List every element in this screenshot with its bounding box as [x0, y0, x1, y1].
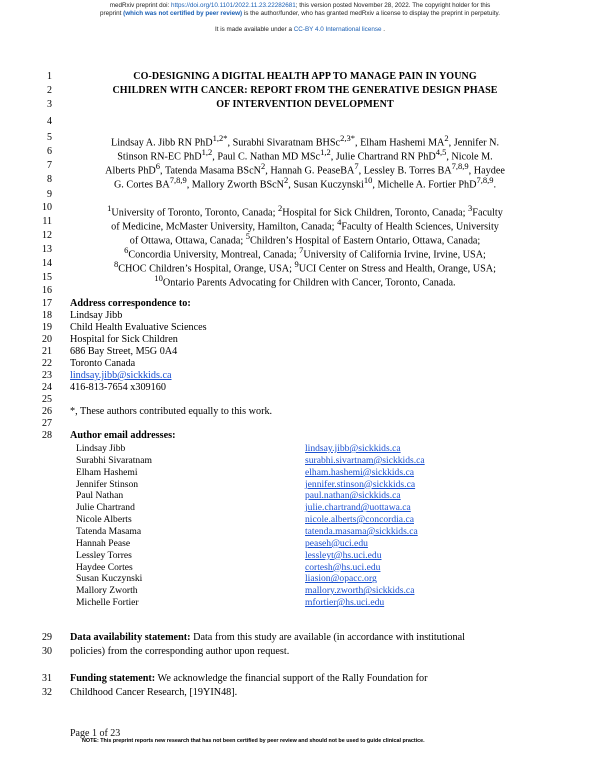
author-email-link[interactable]: cortesh@hs.uci.edu	[305, 561, 381, 573]
affiliation-line-4: $^6$Concordia University, Montreal, Canada; $^7$University of California Irvine, Irvine, USA;	[124, 245, 486, 261]
line-number: 28	[42, 430, 52, 441]
author-email-link[interactable]: tatenda.masama@sickkids.ca	[305, 525, 418, 537]
license-link[interactable]: CC-BY 4.0 International license	[293, 26, 382, 33]
line-number: 27	[42, 418, 52, 429]
banner-text: is the author/funder, who has granted medRxiv a license to display the preprint in perpetuity.	[242, 9, 500, 17]
peer-review-note: (which was not certified by peer review)	[123, 9, 243, 17]
author-email-link[interactable]: paul.nathan@sickkids.ca	[305, 490, 401, 502]
doi-link[interactable]: https://doi.org/10.1101/2022.11.23.22282681	[170, 2, 296, 9]
line-number: 3	[47, 99, 52, 110]
funding-label: Funding statement:	[70, 673, 156, 684]
correspondence-hospital: Hospital for Sick Children	[70, 334, 178, 345]
banner-text: It is made available under a	[214, 26, 294, 33]
affiliation-line-1: $^1$University of Toronto, Toronto, Canada; $^2$Hospital for Sick Children, Toronto, Canada; $^3$Faculty	[107, 203, 503, 219]
preprint-footer-note: NOTE: This preprint reports new research that has not been certified by peer review and should not be used to guide clinical practice.	[82, 738, 425, 744]
funding-line-2: Childhood Cancer Research, [19YIN48].	[70, 687, 238, 698]
line-number: 30	[42, 646, 52, 657]
authors-line-4: G. Cortes BA$^{7,8,9}$, Mallory Zworth BScN$^2$, Susan Kuczynski$^{10}$, Michelle A. Fortier PhD$^{7,8,9}$.	[113, 175, 497, 191]
correspondence-city: Toronto Canada	[70, 358, 136, 369]
correspondence-name: Lindsay Jibb	[70, 310, 123, 321]
affiliation-line-6: $^{10}$Ontario Parents Advocating for Children with Cancer, Toronto, Canada.	[154, 273, 456, 289]
line-number: 11	[42, 216, 52, 227]
line-number: 4	[47, 116, 52, 127]
preprint-banner-line2	[0, 10, 600, 18]
data-availability-line-2: policies) from the corresponding author upon request.	[70, 646, 290, 657]
correspondence-email-link[interactable]: lindsay.jibb@sickkids.ca	[70, 370, 172, 381]
affiliation-line-2: of Medicine, McMaster University, Hamilton, Canada; $^4$Faculty of Health Sciences, University	[111, 217, 499, 233]
line-number: 15	[42, 272, 52, 283]
correspondence-phone: 416-813-7654 x309160	[70, 382, 166, 393]
data-availability-line-1	[70, 632, 465, 644]
author-name: Elham Hashemi	[76, 466, 138, 478]
author-email-link[interactable]: peaseh@uci.edu	[305, 537, 368, 549]
funding-text: We acknowledge the financial support of the Rally Foundation for	[155, 673, 428, 684]
title-line-3: OF INTERVENTION DEVELOPMENT	[216, 99, 394, 110]
line-number: 13	[42, 244, 52, 255]
author-email-link[interactable]: jennifer.stinson@sickkids.ca	[305, 478, 416, 490]
author-name: Susan Kuczynski	[76, 573, 143, 585]
author-email-link[interactable]: elham.hashemi@sickkids.ca	[305, 466, 415, 478]
authors-line-1: Lindsay A. Jibb RN PhD$^{1,2*}$, Surabhi Sivaratnam BHSc$^{2,3*}$, Elham Hashemi $MA^2$, Jennifer N.	[110, 133, 499, 149]
author-name: Hannah Pease	[76, 537, 131, 549]
author-email-link[interactable]: liasion@opacc.org	[305, 573, 377, 585]
line-number: 32	[42, 687, 52, 698]
author-email-link[interactable]: nicole.alberts@concordia.ca	[305, 514, 414, 526]
authors-line-3: Alberts PhD$^6$, Tatenda Masama BScN$^2$, Hannah G. PeaseBA$^7$, Lessley B. Torres BA$^{7,8,9}$, Haydee	[105, 161, 505, 177]
line-number: 29	[42, 632, 52, 643]
line-number: 20	[42, 334, 52, 345]
author-name: Paul Nathan	[76, 490, 124, 502]
page-number: Page 1 of 23	[70, 728, 121, 739]
license-banner	[0, 26, 600, 34]
author-name: Mallory Zworth	[76, 585, 138, 597]
author-emails-heading: Author email addresses:	[70, 430, 176, 441]
line-number: 8	[47, 174, 52, 185]
author-name: Michelle Fortier	[76, 597, 139, 609]
line-number: 21	[42, 346, 52, 357]
banner-text: preprint	[100, 9, 124, 17]
author-name: Jennifer Stinson	[76, 478, 139, 490]
line-number: 22	[42, 358, 52, 369]
author-email-link[interactable]: lindsay.jibb@sickkids.ca	[305, 443, 401, 454]
author-name: Julie Chartrand	[76, 502, 135, 514]
line-number: 26	[42, 406, 52, 417]
title-line-1: CO-DESIGNING A DIGITAL HEALTH APP TO MANAGE PAIN IN YOUNG	[133, 71, 477, 82]
line-number: 9	[47, 189, 52, 200]
line-number: 5	[47, 132, 52, 143]
data-availability-label: Data availability statement:	[70, 632, 191, 643]
authors-line-2: Stinson RN-EC PhD$^{1,2}$, Paul C. Nathan MD MSc$^{1,2}$, Julie Chartrand RN PhD$^{4,5}$, Nicole M.	[117, 147, 493, 163]
line-number: 23	[42, 370, 52, 381]
author-name: Haydee Cortes	[76, 561, 133, 573]
correspondence-street: 686 Bay Street, M5G 0A4	[70, 346, 178, 357]
line-number: 6	[47, 146, 52, 157]
data-availability-text: Data from this study are available (in accordance with institutional	[190, 632, 465, 643]
author-name: Nicole Alberts	[76, 514, 132, 526]
author-email-link[interactable]: mallory.zworth@sickkids.ca	[305, 585, 415, 597]
line-number: 25	[42, 394, 52, 405]
line-number: 17	[42, 298, 52, 309]
banner-text: medRxiv preprint doi:	[109, 2, 171, 9]
title-line-2: CHILDREN WITH CANCER: REPORT FROM THE GENERATIVE DESIGN PHASE	[112, 85, 498, 96]
author-name: Lessley Torres	[76, 549, 132, 561]
line-number: 10	[42, 202, 52, 213]
line-number: 24	[42, 382, 52, 393]
correspondence-heading: Address correspondence to:	[70, 298, 191, 309]
line-number: 31	[42, 673, 52, 684]
affiliation-line-3: of Ottawa, Ottawa, Canada; $^5$Children’s Hospital of Eastern Ontario, Ottawa, Canada;	[129, 231, 481, 247]
affiliation-line-5: $^8$CHOC Children’s Hospital, Orange, USA; $^9$UCI Center on Stress and Health, Orange, USA;	[113, 259, 496, 275]
author-email-link[interactable]: julie.chartrand@uottawa.ca	[305, 502, 411, 514]
line-number: 14	[42, 258, 52, 269]
preprint-banner	[0, 2, 600, 10]
line-number: 16	[42, 285, 52, 296]
line-number: 1	[47, 71, 52, 82]
author-email-link[interactable]: lessleyt@hs.uci.edu	[305, 549, 382, 561]
correspondence-dept: Child Health Evaluative Sciences	[70, 322, 207, 333]
equal-contribution-note: *, These authors contributed equally to this work.	[70, 406, 273, 417]
line-number: 7	[47, 160, 52, 171]
funding-line-1	[70, 673, 427, 685]
line-number: 19	[42, 322, 52, 333]
line-number: 2	[47, 85, 52, 96]
author-name: Surabhi Sivaratnam	[76, 454, 152, 466]
author-name: Lindsay Jibb	[76, 443, 126, 454]
line-number: 18	[42, 310, 52, 321]
banner-text: .	[381, 26, 385, 33]
author-email-link[interactable]: mfortier@hs.uci.edu	[305, 597, 385, 609]
author-name: Tatenda Masama	[76, 525, 142, 537]
line-number: 12	[42, 230, 52, 241]
banner-text: ; this version posted November 28, 2022. The copyright holder for this	[295, 2, 491, 9]
author-email-link[interactable]: surabhi.sivartnam@sickkids.ca	[305, 454, 425, 466]
